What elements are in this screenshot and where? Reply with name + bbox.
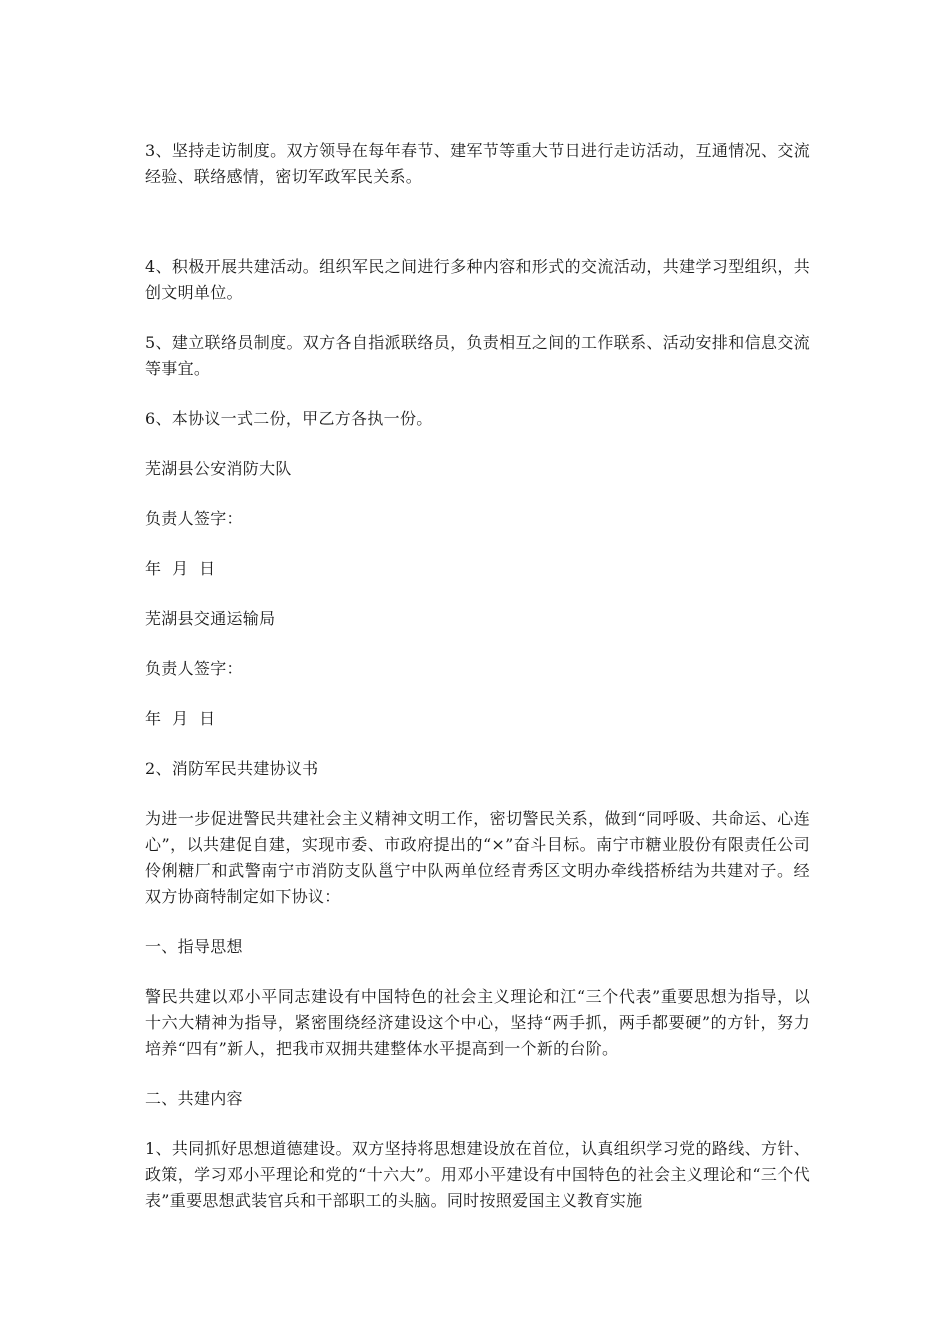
heading-joint-content: 二、共建内容 bbox=[145, 1089, 243, 1108]
party-b-name: 芜湖县交通运输局 bbox=[145, 609, 276, 628]
heading-guiding-thought: 一、指导思想 bbox=[145, 937, 243, 956]
party-a-date: 年 月 日 bbox=[145, 559, 216, 578]
paragraph-introduction: 为进一步促进警民共建社会主义精神文明工作，密切警民关系，做到“同呼吸、共命运、心连心”，以共建促自建，实现市委、市政府提出的“×”奋斗目标。南宁市糖业股份有限责任公司伶俐糖厂和武警南宁市消防支队邕宁中队两单位经青秀区文明办牵线搭桥结为共建对子。经双方协商特制定如下协议： bbox=[145, 809, 810, 906]
paragraph-moral-construction: 1、共同抓好思想道德建设。双方坚持将思想建设放在首位，认真组织学习党的路线、方针、政策，学习邓小平理论和党的“十六大”。用邓小平建设有中国特色的社会主义理论和“三个代表”重要思想武装官兵和干部职工的头脑。同时按照爱国主义教育实施 bbox=[145, 1139, 810, 1210]
party-a-name: 芜湖县公安消防大队 bbox=[145, 459, 292, 478]
paragraph-joint-activities: 4、积极开展共建活动。组织军民之间进行多种内容和形式的交流活动，共建学习型组织，共创文明单位。 bbox=[145, 257, 810, 302]
document-page bbox=[145, 138, 810, 1214]
party-b-date: 年 月 日 bbox=[145, 709, 216, 728]
party-a-signature: 负责人签字： bbox=[145, 509, 243, 528]
paragraph-guiding-thought: 警民共建以邓小平同志建设有中国特色的社会主义理论和江“三个代表”重要思想为指导，以十六大精神为指导，紧密围绕经济建设这个中心，坚持“两手抓，两手都要硬”的方针，努力培养“四有”新人，把我市双拥共建整体水平提高到一个新的台阶。 bbox=[145, 987, 810, 1058]
paragraph-copies: 6、本协议一式二份，甲乙方各执一份。 bbox=[145, 409, 433, 428]
paragraph-liaison-system: 5、建立联络员制度。双方各自指派联络员，负责相互之间的工作联系、活动安排和信息交流等事宜。 bbox=[145, 333, 810, 378]
section-title-agreement: 2、消防军民共建协议书 bbox=[145, 759, 319, 778]
party-b-signature: 负责人签字： bbox=[145, 659, 243, 678]
paragraph-visit-system: 3、坚持走访制度。双方领导在每年春节、建军节等重大节日进行走访活动，互通情况、交流经验、联络感情，密切军政军民关系。 bbox=[145, 141, 810, 186]
